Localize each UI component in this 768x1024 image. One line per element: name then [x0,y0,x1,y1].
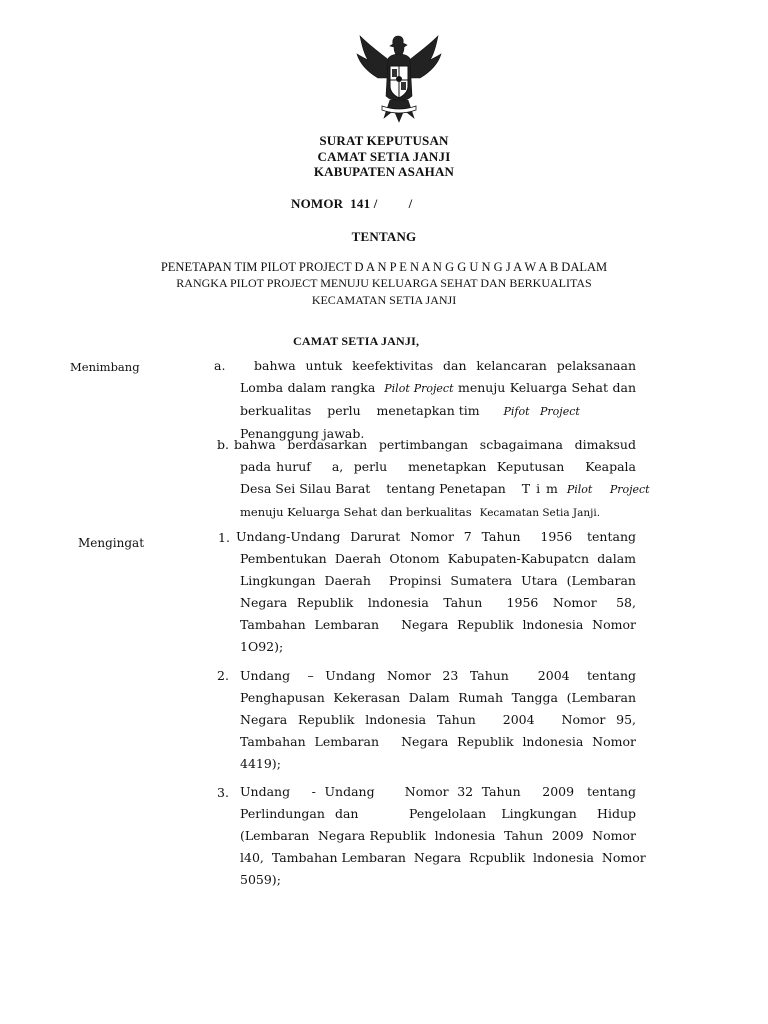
mengingat-1-line-1: Undang-Undang Darurat Nomor 7 Tahun 1956 tentang [236,529,636,544]
menimbang-b-line-3-tim: T i m [521,481,559,496]
menimbang-a-line-3 [240,400,636,423]
mengingat-item-2 [240,665,636,775]
mengingat-1-line-4: Negara Republik lndonesia Tahun 1956 Nomor 58, [240,595,636,610]
mengingat-1-line-2: Pembentukan Daerah Otonom Kabupaten-Kabupatcn dalam [240,551,636,566]
menimbang-b-line-3-italic: Pilot Project [566,483,650,496]
tentang-heading: TENTANG [351,229,417,244]
mengingat-1-line-5: Tambahan Lembaran Negara Republik lndonesia Nomor [240,617,636,632]
menimbang-b-line-4-small: Kecamatan Setia Janji. [479,507,601,519]
mengingat-item-1 [236,526,636,658]
mengingat-3-line-1: Undang - Undang Nomor 32 Tahun 2009 tentang [240,784,636,799]
mengingat-2-line-5: 4419); [240,756,281,771]
menimbang-a-line-4: Penanggung jawab. [240,426,365,441]
menimbang-a-line-2-end: menuju Keluarga Sehat dan [458,380,636,395]
title-camat: CAMAT SETIA JANJI [317,149,451,164]
menimbang-b-text [234,434,636,456]
menimbang-a-line-2 [240,377,636,400]
menimbang-a-marker: a. [214,358,226,373]
menimbang-a-line-2-italic: Pilot Project [384,382,454,395]
menimbang-a-line-2-start: Lomba dalam rangka [240,380,376,395]
menimbang-b-line-4-start: menuju Keluarga Sehat dan berkualitas [240,505,472,519]
mengingat-3-line-4: l40, Tambahan Lembaran Negara Rcpublik lndonesia Nomor [240,850,646,865]
garuda-emblem [354,26,444,126]
subject-line-1: PENETAPAN TIM PILOT PROJECT D A N P E N A N G G U N G J A W A B DALAM [160,260,608,274]
mengingat-item-3 [240,781,646,891]
mengingat-3-marker: 3. [217,785,229,800]
title-kabupaten: KABUPATEN ASAHAN [313,164,455,179]
menimbang-b-line-2: pada huruf a, perlu menetapkan Keputusan Keapala [240,459,636,474]
mengingat-3-line-5: 5059); [240,872,281,887]
menimbang-a-text [240,355,636,445]
subject-line-2: RANGKA PILOT PROJECT MENUJU KELUARGA SEHAT DAN BERKUALITAS [176,276,592,290]
mengingat-3-line-3: (Lembaran Negara Republik lndonesia Tahun 2009 Nomor [240,828,636,843]
menimbang-b-line-3-start: Desa Sei Silau Barat tentang Penetapan [240,481,506,496]
title-surat-keputusan: SURAT KEPUTUSAN [319,133,449,148]
menimbang-b-marker: b. [217,437,229,452]
mengingat-1-marker: 1. [218,530,230,545]
menimbang-a-line-1: bahwa untuk keefektivitas dan kelancaran pelaksanaan [254,358,636,373]
menimbang-a-line-3-italic: Pifot Project [503,405,580,418]
menimbang-a-line-3-start: berkualitas perlu menetapkan tim [240,403,480,418]
menimbang-b-text-cont [240,456,650,524]
mengingat-2-line-3: Negara Republik lndonesia Tahun 2004 Nomor 95, [240,712,636,727]
mengingat-label: Mengingat [78,536,145,550]
mengingat-2-line-4: Tambahan Lembaran Negara Republik lndonesia Nomor [240,734,636,749]
menimbang-label: Menimbang [70,360,140,374]
mengingat-1-line-6: 1O92); [240,639,284,654]
mengingat-1-line-3: Lingkungan Daerah Propinsi Sumatera Utara (Lembaran [240,573,636,588]
mengingat-3-line-2: Perlindungan dan Pengelolaan Lingkungan Hidup [240,806,636,821]
menimbang-b-line-4 [240,501,636,524]
official-title: CAMAT SETIA JANJI, [293,334,420,348]
menimbang-b-line-3 [240,478,650,501]
subject-line-3: KECAMATAN SETIA JANJI [311,293,457,307]
nomor-line: NOMOR 141 / / [291,196,413,211]
mengingat-2-line-2: Penghapusan Kekerasan Dalam Rumah Tangga (Lembaran [240,690,636,705]
mengingat-2-line-1: Undang – Undang Nomor 23 Tahun 2004 tentang [240,668,636,683]
menimbang-b-line-1: bahwa berdasarkan pertimbangan scbagaimana dimaksud [234,437,636,452]
mengingat-2-marker: 2. [217,668,229,683]
